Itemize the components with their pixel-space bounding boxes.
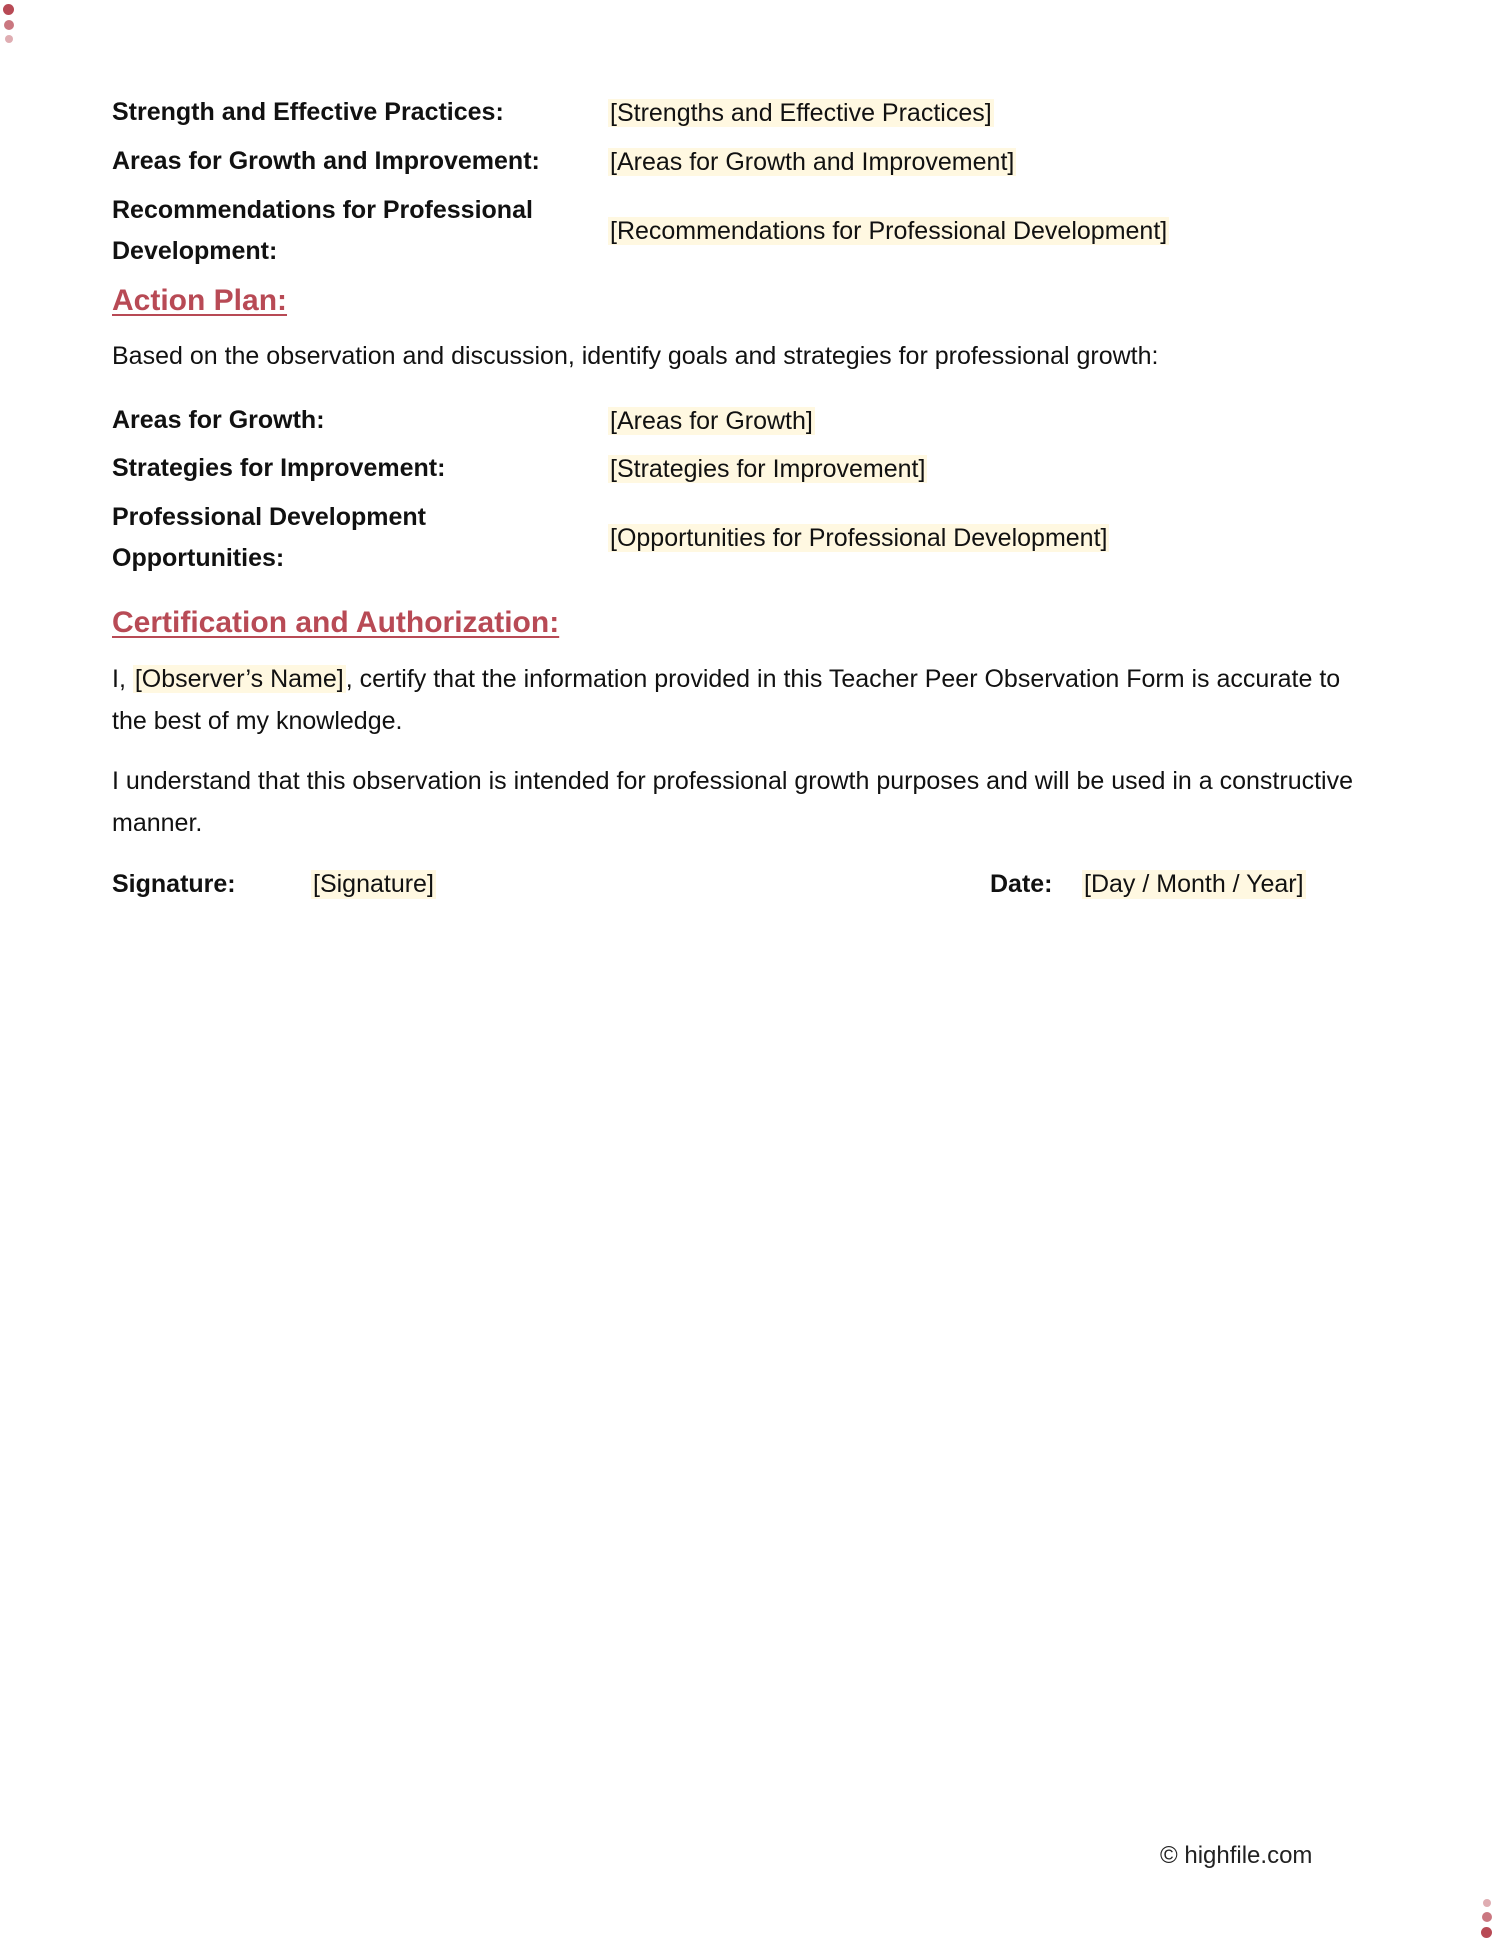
- action-row-areas-growth: [112, 400, 1362, 441]
- field-value[interactable]: [Opportunities for Professional Development]: [610, 524, 1108, 552]
- field-label: Areas for Growth and Improvement:: [112, 147, 540, 175]
- text-prefix: I,: [112, 665, 133, 693]
- evaluation-row-areas-growth: [112, 141, 1362, 182]
- text-suffix: , certify that the information provided in this Teacher Peer Observation Form is accurate to the best of my knowledge.: [112, 665, 1341, 735]
- section-heading-certification: Certification and Authorization:: [112, 606, 560, 639]
- action-plan-intro: Based on the observation and discussion, identify goals and strategies for professional growth:: [112, 342, 1159, 370]
- field-value[interactable]: [Recommendations for Professional Development]: [610, 217, 1168, 245]
- decorative-dots-bottom: [1481, 1894, 1492, 1938]
- dot-icon: [1481, 1927, 1492, 1938]
- field-value[interactable]: [Strengths and Effective Practices]: [610, 98, 992, 127]
- date-field[interactable]: [Day / Month / Year]: [1084, 870, 1304, 898]
- field-value[interactable]: [Areas for Growth]: [610, 406, 813, 435]
- observer-name-field[interactable]: [Observer’s Name]: [134, 665, 344, 693]
- certification-paragraph: [112, 658, 1362, 742]
- action-row-opportunities: [112, 497, 1362, 579]
- certification-understanding: I understand that this observation is intended for professional growth purposes and will be used in a constructive manner.: [112, 767, 1354, 837]
- field-label: Professional Development Opportunities:: [112, 503, 426, 572]
- field-label: Recommendations for Professional Development:: [112, 196, 533, 265]
- dot-icon: [5, 35, 13, 43]
- evaluation-row-strengths: [112, 92, 1362, 133]
- field-value[interactable]: [Areas for Growth and Improvement]: [610, 147, 1015, 176]
- footer-copyright: © highfile.com: [1160, 1842, 1313, 1869]
- field-label: Strategies for Improvement:: [112, 454, 446, 482]
- dot-icon: [1483, 1899, 1491, 1907]
- action-row-strategies: [112, 448, 1362, 489]
- dot-icon: [3, 4, 14, 15]
- signature-label: Signature:: [112, 870, 236, 898]
- decorative-dots-top: [3, 4, 14, 43]
- section-heading-action-plan: Action Plan:: [112, 284, 288, 317]
- evaluation-row-recommendations: [112, 190, 1362, 272]
- field-label: Areas for Growth:: [112, 406, 325, 434]
- date-label: Date:: [990, 870, 1053, 898]
- field-label: Strength and Effective Practices:: [112, 98, 504, 126]
- signature-field[interactable]: [Signature]: [313, 870, 434, 898]
- field-value[interactable]: [Strategies for Improvement]: [610, 454, 926, 483]
- dot-icon: [4, 20, 14, 30]
- dot-icon: [1482, 1912, 1492, 1922]
